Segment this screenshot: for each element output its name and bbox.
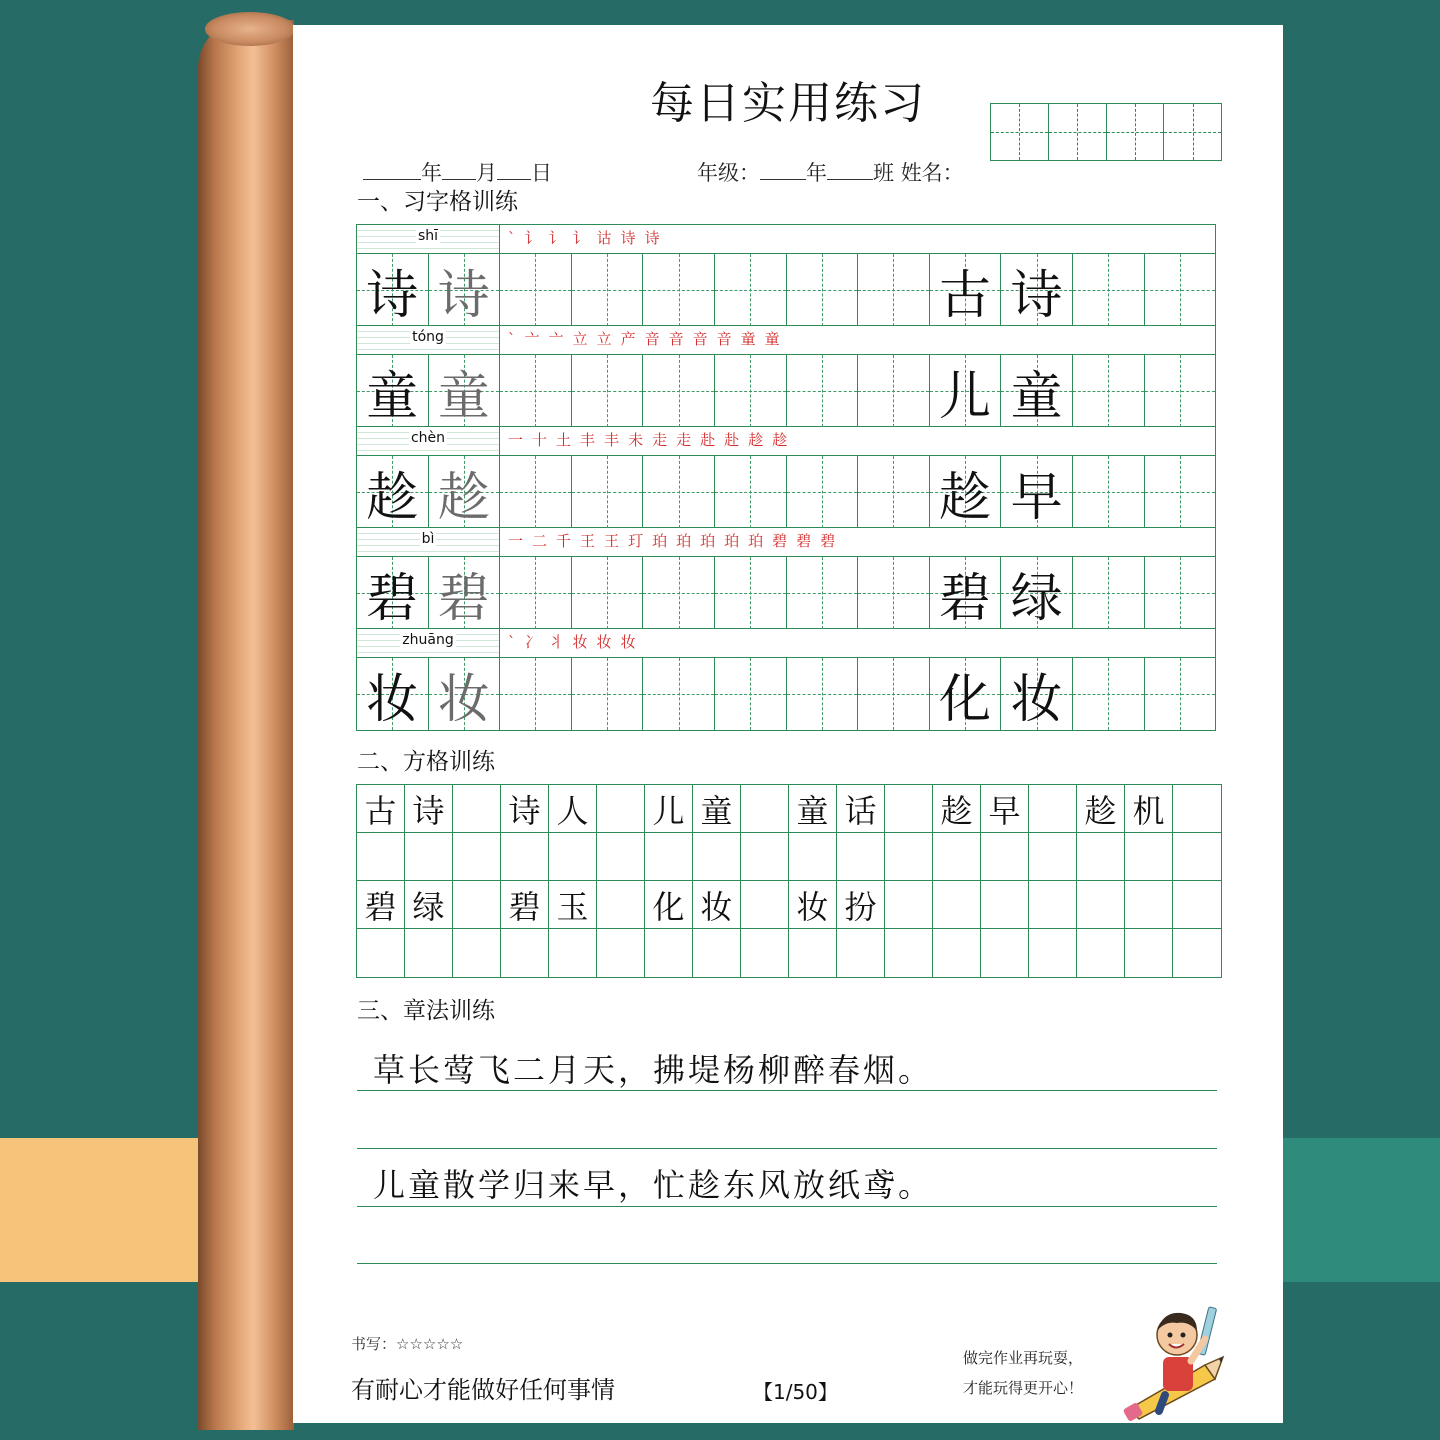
- tian-cell[interactable]: [429, 355, 501, 427]
- pinyin-text: shī: [417, 228, 439, 244]
- tian-cell[interactable]: [1001, 355, 1073, 427]
- tian-cell[interactable]: [1073, 254, 1145, 326]
- section-title-3: 三、章法训练: [357, 998, 495, 1024]
- square-cell[interactable]: [597, 833, 645, 881]
- square-cell[interactable]: [1173, 881, 1221, 929]
- square-cell[interactable]: [549, 833, 597, 881]
- stroke-step: 珀: [700, 532, 716, 550]
- practice-grid: [356, 224, 1216, 731]
- name-cell[interactable]: [1107, 104, 1165, 160]
- character-row: [357, 557, 1215, 629]
- tian-cell[interactable]: [1145, 254, 1215, 326]
- tian-cell[interactable]: [429, 658, 501, 730]
- model-character: 古: [939, 265, 992, 326]
- tian-cell[interactable]: [500, 254, 572, 326]
- square-cell[interactable]: [1029, 785, 1077, 833]
- character-row: [357, 456, 1215, 528]
- verse-line-1: 草长莺飞二月天，拂堤杨柳醉春烟。: [373, 1051, 934, 1089]
- tian-cell[interactable]: [643, 254, 715, 326]
- tian-cell[interactable]: [500, 557, 572, 629]
- writing-line[interactable]: [357, 1206, 1217, 1207]
- trace-character: 趁: [437, 467, 490, 528]
- stroke-step: 丰: [580, 431, 596, 449]
- square-cell[interactable]: [501, 833, 549, 881]
- stroke-step: 诂: [596, 229, 612, 247]
- square-cell[interactable]: [597, 785, 645, 833]
- stroke-step: 二: [532, 532, 548, 550]
- square-character[interactable]: 早: [981, 785, 1029, 833]
- square-cell[interactable]: [1029, 929, 1077, 977]
- stroke-step: `: [508, 330, 516, 348]
- boy-on-pencil-icon: [1119, 1299, 1239, 1423]
- square-grid: [356, 784, 1222, 978]
- stroke-order: [500, 427, 1215, 455]
- tian-cell[interactable]: [930, 254, 1002, 326]
- square-cell[interactable]: [1029, 833, 1077, 881]
- writing-line[interactable]: [357, 1263, 1217, 1264]
- tian-cell[interactable]: [572, 658, 644, 730]
- model-character: 诗: [1010, 265, 1063, 326]
- square-cell[interactable]: [693, 929, 741, 977]
- character-row: [357, 658, 1215, 730]
- square-cell[interactable]: [789, 929, 837, 977]
- square-cell[interactable]: [453, 881, 501, 929]
- stroke-step: 碧: [772, 532, 788, 550]
- tian-cell[interactable]: [858, 456, 930, 528]
- stroke-step: 王: [580, 532, 596, 550]
- note-line-1: 做完作业再玩耍，: [963, 1349, 1084, 1367]
- square-character[interactable]: 妆: [693, 881, 741, 929]
- square-cell[interactable]: [741, 881, 789, 929]
- pinyin-cell: [357, 629, 500, 657]
- name-label: 姓名：: [900, 161, 964, 185]
- stroke-step: 妆: [572, 633, 588, 651]
- tian-cell[interactable]: [643, 658, 715, 730]
- square-cell[interactable]: [837, 929, 885, 977]
- name-cell[interactable]: [1049, 104, 1107, 160]
- grade-field: [697, 157, 964, 187]
- grade-year-label: 年: [806, 161, 827, 185]
- stroke-step: 亠: [548, 330, 564, 348]
- tian-cell[interactable]: [1145, 557, 1215, 629]
- square-cell[interactable]: [741, 929, 789, 977]
- name-cell[interactable]: [1164, 104, 1221, 160]
- square-character[interactable]: 扮: [837, 881, 885, 929]
- square-cell[interactable]: [645, 833, 693, 881]
- tian-cell[interactable]: [787, 355, 859, 427]
- square-character[interactable]: 妆: [789, 881, 837, 929]
- stroke-step: 碧: [820, 532, 836, 550]
- day-blank[interactable]: [497, 160, 531, 180]
- stroke-step: 丬: [548, 633, 564, 651]
- square-character[interactable]: 玉: [549, 881, 597, 929]
- square-cell[interactable]: [405, 929, 453, 977]
- model-character: 趁: [939, 467, 992, 528]
- square-cell[interactable]: [1125, 833, 1173, 881]
- worksheet-page: [293, 25, 1283, 1423]
- practice-row: [357, 528, 1215, 629]
- section-title-2: 二、方格训练: [357, 749, 495, 775]
- square-cell[interactable]: [1077, 881, 1125, 929]
- trace-character: 童: [437, 366, 490, 427]
- square-character[interactable]: 童: [789, 785, 837, 833]
- tian-cell[interactable]: [858, 254, 930, 326]
- tian-cell[interactable]: [643, 456, 715, 528]
- model-character: 趁: [366, 467, 419, 528]
- pinyin-text: zhuāng: [402, 632, 454, 648]
- tian-cell[interactable]: [787, 557, 859, 629]
- writing-line[interactable]: [357, 1148, 1217, 1149]
- tian-cell[interactable]: [429, 456, 501, 528]
- stroke-step: 一: [508, 431, 524, 449]
- square-cell[interactable]: [1077, 833, 1125, 881]
- tian-cell[interactable]: [357, 355, 429, 427]
- stroke-step: 玎: [628, 532, 644, 550]
- model-character: 化: [939, 669, 992, 730]
- model-character: 童: [366, 366, 419, 427]
- square-cell[interactable]: [1173, 785, 1221, 833]
- pinyin-text: bì: [421, 531, 435, 547]
- tian-cell[interactable]: [930, 456, 1002, 528]
- tian-cell[interactable]: [643, 557, 715, 629]
- stroke-step: 讠: [572, 229, 588, 247]
- tian-cell[interactable]: [715, 658, 787, 730]
- tian-cell[interactable]: [787, 254, 859, 326]
- stroke-step: 土: [556, 431, 572, 449]
- tian-cell[interactable]: [500, 456, 572, 528]
- stroke-step: 王: [604, 532, 620, 550]
- square-cell[interactable]: [693, 833, 741, 881]
- stroke-step: 趁: [748, 431, 764, 449]
- square-cell[interactable]: [885, 881, 933, 929]
- square-cell[interactable]: [933, 833, 981, 881]
- square-cell[interactable]: [453, 785, 501, 833]
- character-row: [357, 254, 1215, 326]
- tian-cell[interactable]: [1073, 355, 1145, 427]
- trace-character: 诗: [437, 265, 490, 326]
- tian-cell[interactable]: [715, 456, 787, 528]
- note-line-2: 才能玩得更开心！: [963, 1379, 1084, 1397]
- tian-cell[interactable]: [1145, 355, 1215, 427]
- writing-rating: 书写：☆☆☆☆☆: [351, 1335, 464, 1353]
- paper-roll: [198, 20, 294, 1430]
- tian-cell[interactable]: [357, 557, 429, 629]
- day-label: 日: [531, 161, 552, 185]
- square-cell[interactable]: [885, 785, 933, 833]
- square-character[interactable]: 机: [1125, 785, 1173, 833]
- tian-cell[interactable]: [429, 557, 501, 629]
- tian-cell[interactable]: [572, 557, 644, 629]
- square-cell[interactable]: [741, 833, 789, 881]
- stroke-step: 音: [692, 330, 708, 348]
- stroke-order: [500, 225, 1215, 253]
- tian-cell[interactable]: [787, 456, 859, 528]
- month-label: 月: [476, 161, 497, 185]
- square-cell[interactable]: [933, 929, 981, 977]
- tian-cell[interactable]: [1073, 557, 1145, 629]
- trace-character: 妆: [437, 669, 490, 730]
- stroke-step: 冫: [524, 633, 540, 651]
- stroke-step: 珀: [676, 532, 692, 550]
- tian-cell[interactable]: [1145, 456, 1215, 528]
- square-character[interactable]: 古: [357, 785, 405, 833]
- grade-year-blank[interactable]: [760, 160, 806, 180]
- stroke-step: 珀: [748, 532, 764, 550]
- square-cell[interactable]: [837, 833, 885, 881]
- model-character: 绿: [1010, 568, 1063, 629]
- name-cell[interactable]: [991, 104, 1049, 160]
- square-character[interactable]: 诗: [501, 785, 549, 833]
- model-character: 碧: [939, 568, 992, 629]
- class-label: 班: [873, 161, 894, 185]
- square-cell[interactable]: [597, 881, 645, 929]
- stroke-step: 走: [652, 431, 668, 449]
- model-character: 童: [1010, 366, 1063, 427]
- square-cell[interactable]: [1029, 881, 1077, 929]
- stroke-step: 讠: [548, 229, 564, 247]
- stroke-step: `: [508, 633, 516, 651]
- pinyin-cell: [357, 427, 500, 455]
- tian-cell[interactable]: [1001, 557, 1073, 629]
- square-cell[interactable]: [1173, 833, 1221, 881]
- page-title: 每日实用练习: [650, 78, 926, 129]
- square-cell[interactable]: [741, 785, 789, 833]
- pinyin-cell: [357, 528, 500, 556]
- stroke-step: 诗: [644, 229, 660, 247]
- stroke-step: 立: [572, 330, 588, 348]
- tian-cell[interactable]: [572, 254, 644, 326]
- square-cell[interactable]: [933, 881, 981, 929]
- pinyin-cell: [357, 225, 500, 253]
- stroke-step: 千: [556, 532, 572, 550]
- tian-cell[interactable]: [500, 658, 572, 730]
- stroke-step: 童: [740, 330, 756, 348]
- stroke-step: 十: [532, 431, 548, 449]
- pinyin-text: chèn: [410, 430, 446, 446]
- square-character[interactable]: 碧: [501, 881, 549, 929]
- square-cell[interactable]: [885, 929, 933, 977]
- tian-cell[interactable]: [643, 355, 715, 427]
- name-writing-grid[interactable]: [990, 103, 1222, 161]
- square-character[interactable]: 绿: [405, 881, 453, 929]
- paper-roll-top: [205, 12, 295, 46]
- square-cell[interactable]: [645, 929, 693, 977]
- stroke-step: 音: [668, 330, 684, 348]
- verse-line-2: 儿童散学归来早，忙趁东风放纸鸢。: [373, 1166, 934, 1204]
- stroke-step: 讠: [524, 229, 540, 247]
- stroke-step: 童: [764, 330, 780, 348]
- tian-cell[interactable]: [930, 557, 1002, 629]
- square-cell[interactable]: [1125, 881, 1173, 929]
- tian-cell[interactable]: [858, 557, 930, 629]
- stroke-step: 诗: [620, 229, 636, 247]
- writing-line[interactable]: [357, 1090, 1217, 1091]
- practice-row: [357, 629, 1215, 730]
- stroke-step: 妆: [596, 633, 612, 651]
- tian-cell[interactable]: [500, 355, 572, 427]
- character-row: [357, 355, 1215, 427]
- class-blank[interactable]: [827, 160, 873, 180]
- grade-label: 年级：: [697, 161, 760, 185]
- square-cell[interactable]: [981, 881, 1029, 929]
- practice-row: [357, 225, 1215, 326]
- tian-cell[interactable]: [1145, 658, 1215, 730]
- tian-cell[interactable]: [715, 254, 787, 326]
- stroke-order: [500, 326, 1215, 354]
- square-character[interactable]: 诗: [405, 785, 453, 833]
- stroke-step: 赴: [700, 431, 716, 449]
- square-cell[interactable]: [549, 929, 597, 977]
- stroke-step: `: [508, 229, 516, 247]
- model-character: 诗: [366, 265, 419, 326]
- pinyin-row: [357, 326, 1215, 355]
- pinyin-row: [357, 528, 1215, 557]
- square-cell[interactable]: [453, 929, 501, 977]
- stroke-step: 产: [620, 330, 636, 348]
- square-cell[interactable]: [1125, 929, 1173, 977]
- pinyin-text: tóng: [412, 329, 444, 345]
- motto: 有耐心才能做好任何事情: [351, 1376, 615, 1404]
- tian-cell[interactable]: [715, 355, 787, 427]
- year-blank[interactable]: [363, 160, 421, 180]
- page-number: 【1/50】: [753, 1380, 838, 1404]
- tian-cell[interactable]: [357, 456, 429, 528]
- model-character: 儿: [939, 366, 992, 427]
- stroke-order: [500, 629, 1215, 657]
- decor-band-right: [1280, 1138, 1440, 1282]
- stroke-step: 走: [676, 431, 692, 449]
- tian-cell[interactable]: [357, 254, 429, 326]
- tian-cell[interactable]: [572, 355, 644, 427]
- pinyin-row: [357, 427, 1215, 456]
- square-character[interactable]: 趁: [933, 785, 981, 833]
- tian-cell[interactable]: [572, 456, 644, 528]
- tian-cell[interactable]: [930, 355, 1002, 427]
- tian-cell[interactable]: [930, 658, 1002, 730]
- tian-cell[interactable]: [1001, 254, 1073, 326]
- stroke-step: 趁: [772, 431, 788, 449]
- square-cell[interactable]: [405, 833, 453, 881]
- square-character[interactable]: 童: [693, 785, 741, 833]
- trace-character: 碧: [437, 568, 490, 629]
- model-character: 妆: [1010, 669, 1063, 730]
- pinyin-row: [357, 225, 1215, 254]
- stroke-step: 未: [628, 431, 644, 449]
- stroke-step: 赴: [724, 431, 740, 449]
- square-character[interactable]: 儿: [645, 785, 693, 833]
- square-cell[interactable]: [501, 929, 549, 977]
- square-character[interactable]: 话: [837, 785, 885, 833]
- tian-cell[interactable]: [357, 658, 429, 730]
- month-blank[interactable]: [442, 160, 476, 180]
- section-title-1: 一、习字格训练: [357, 189, 518, 215]
- model-character: 碧: [366, 568, 419, 629]
- tian-cell[interactable]: [787, 658, 859, 730]
- square-character[interactable]: 人: [549, 785, 597, 833]
- tian-cell[interactable]: [1001, 658, 1073, 730]
- practice-row: [357, 427, 1215, 528]
- square-character[interactable]: 化: [645, 881, 693, 929]
- square-cell[interactable]: [1173, 929, 1221, 977]
- square-cell[interactable]: [885, 833, 933, 881]
- practice-row: [357, 326, 1215, 427]
- tian-cell[interactable]: [1073, 658, 1145, 730]
- square-character[interactable]: 碧: [357, 881, 405, 929]
- pinyin-cell: [357, 326, 500, 354]
- decor-band-left: [0, 1138, 200, 1282]
- square-cell[interactable]: [597, 929, 645, 977]
- stroke-step: 珀: [652, 532, 668, 550]
- model-character: 妆: [366, 669, 419, 730]
- stroke-step: 丰: [604, 431, 620, 449]
- square-cell[interactable]: [789, 833, 837, 881]
- square-cell[interactable]: [357, 929, 405, 977]
- stroke-step: 音: [644, 330, 660, 348]
- tian-cell[interactable]: [1073, 456, 1145, 528]
- square-cell[interactable]: [981, 833, 1029, 881]
- year-label: 年: [421, 161, 442, 185]
- stroke-step: 碧: [796, 532, 812, 550]
- tian-cell[interactable]: [858, 355, 930, 427]
- stroke-step: 珀: [724, 532, 740, 550]
- tian-cell[interactable]: [1001, 456, 1073, 528]
- stroke-order: [500, 528, 1215, 556]
- model-character: 早: [1010, 467, 1063, 528]
- tian-cell[interactable]: [429, 254, 501, 326]
- square-cell[interactable]: [357, 833, 405, 881]
- square-cell[interactable]: [981, 929, 1029, 977]
- square-cell[interactable]: [1077, 929, 1125, 977]
- square-character[interactable]: 趁: [1077, 785, 1125, 833]
- stroke-step: 亠: [524, 330, 540, 348]
- tian-cell[interactable]: [858, 658, 930, 730]
- stroke-step: 一: [508, 532, 524, 550]
- square-cell[interactable]: [453, 833, 501, 881]
- stroke-step: 立: [596, 330, 612, 348]
- pinyin-row: [357, 629, 1215, 658]
- stroke-step: 音: [716, 330, 732, 348]
- tian-cell[interactable]: [715, 557, 787, 629]
- stroke-step: 妆: [620, 633, 636, 651]
